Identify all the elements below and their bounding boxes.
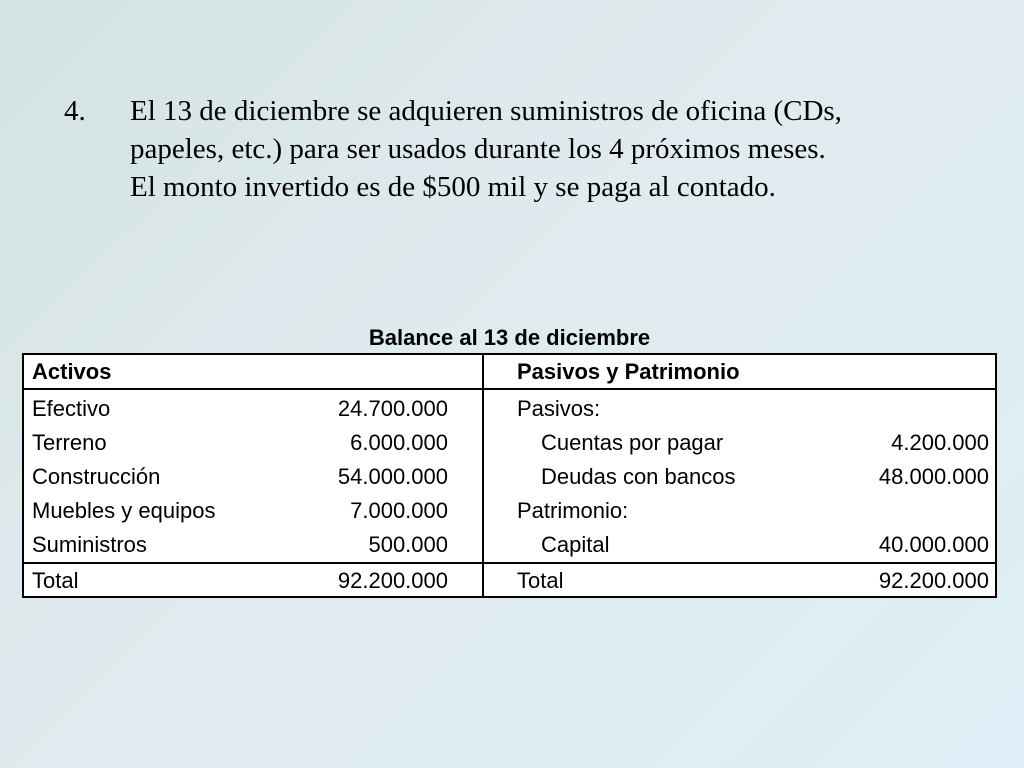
assets-header: Activos — [32, 359, 112, 384]
liability-label: Cuentas por pagar — [541, 430, 724, 455]
header-divider — [24, 388, 995, 390]
problem-text — [130, 92, 842, 206]
asset-value: 500.000 — [368, 532, 448, 557]
liability-label: Deudas con bancos — [541, 464, 736, 489]
liabilities-header: Pasivos y Patrimonio — [517, 359, 740, 384]
asset-label: Construcción — [32, 464, 161, 489]
asset-label: Efectivo — [32, 396, 111, 421]
asset-value: 24.700.000 — [337, 396, 448, 421]
liability-value: 4.200.000 — [891, 430, 989, 455]
asset-label: Terreno — [32, 430, 107, 455]
liability-value: 40.000.000 — [878, 532, 989, 557]
balance-title: Balance al 13 de diciembre — [368, 325, 651, 350]
liability-label: Capital — [541, 532, 610, 557]
liabilities-total-value: 92.200.000 — [878, 568, 989, 593]
problem-line: El monto invertido es de $500 mil y se paga al contado. — [130, 171, 776, 203]
asset-value: 54.000.000 — [337, 464, 448, 489]
column-divider — [482, 355, 484, 596]
liability-label: Pasivos: — [517, 396, 601, 421]
liability-value: 48.000.000 — [878, 464, 989, 489]
problem-line: El 13 de diciembre se adquieren suministros de oficina (CDs, — [130, 95, 842, 127]
asset-value: 6.000.000 — [350, 430, 448, 455]
assets-total-label: Total — [32, 568, 79, 593]
asset-value: 7.000.000 — [350, 498, 448, 523]
balance-table — [22, 353, 997, 598]
liability-label: Patrimonio: — [517, 498, 629, 523]
asset-label: Muebles y equipos — [32, 498, 216, 523]
liabilities-total-label: Total — [517, 568, 564, 593]
assets-total-value: 92.200.000 — [337, 568, 448, 593]
problem-line: papeles, etc.) para ser usados durante los 4 próximos meses. — [130, 133, 826, 165]
problem-number: 4. — [64, 95, 86, 127]
asset-label: Suministros — [32, 532, 147, 557]
